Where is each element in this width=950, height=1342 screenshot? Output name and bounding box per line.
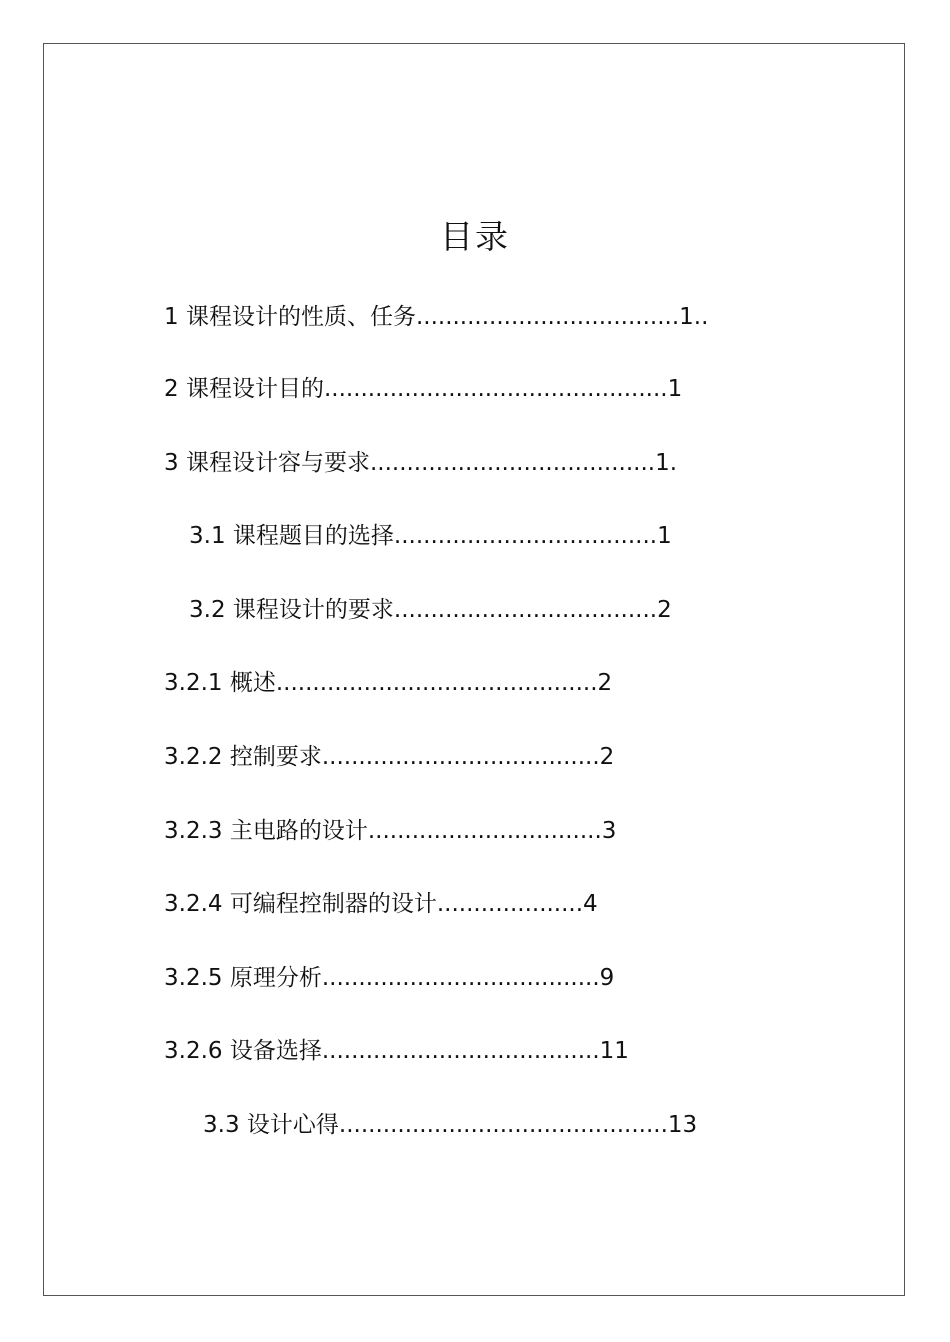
toc-entry-3-1[interactable]: 3.1 课程题目的选择....................................1 [189,523,672,549]
toc-entry-3-2-1[interactable]: 3.2.1 概述............................................2 [164,670,613,696]
toc-entry-3-2-4[interactable]: 3.2.4 可编程控制器的设计....................4 [164,891,598,917]
toc-title: 目录 [440,217,510,256]
toc-entry-3-2[interactable]: 3.2 课程设计的要求....................................2 [189,597,672,623]
toc-entry-3-2-3[interactable]: 3.2.3 主电路的设计................................3 [164,818,617,844]
toc-entry-3-2-2[interactable]: 3.2.2 控制要求......................................2 [164,744,615,770]
toc-entry-1[interactable]: 1 课程设计的性质、任务....................................1.. [164,304,709,330]
toc-entry-3-2-6[interactable]: 3.2.6 设备选择......................................11 [164,1038,629,1064]
toc-entry-2[interactable]: 2 课程设计目的...............................................1 [164,376,683,402]
toc-entry-3-2-5[interactable]: 3.2.5 原理分析......................................9 [164,965,615,991]
toc-entry-3[interactable]: 3 课程设计容与要求.......................................1. [164,450,678,476]
toc-entry-3-3[interactable]: 3.3 设计心得.............................................13 [203,1112,698,1138]
